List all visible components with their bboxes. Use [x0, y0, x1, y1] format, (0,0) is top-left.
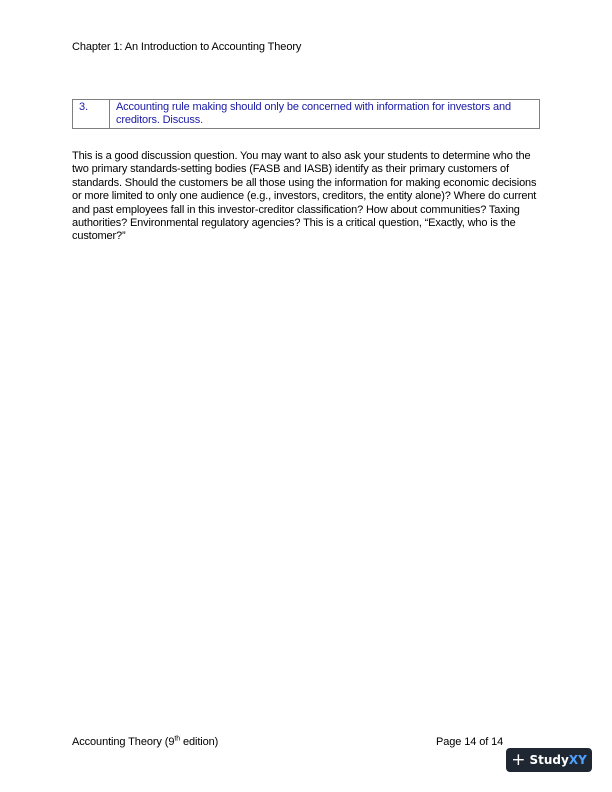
footer-title-prefix: Accounting Theory (9: [72, 736, 175, 748]
footer-edition-superscript: th: [174, 735, 180, 743]
studyxy-badge[interactable]: [506, 748, 592, 772]
footer-book-title: [72, 736, 218, 748]
question-row: [73, 100, 540, 129]
footer-page-number: Page 14 of 14: [436, 736, 504, 748]
answer-section: [72, 150, 544, 244]
badge-brand-study: Study: [529, 753, 569, 767]
badge-brand-xy: XY: [568, 753, 587, 767]
plus-icon: +: [511, 749, 526, 770]
footer-title-suffix: edition): [180, 736, 219, 748]
badge-brand: [529, 753, 586, 767]
answer-paragraph: This is a good discussion question. You may want to also ask your students to determine who the two primary standards-setting bodies (FASB and IASB) identify as their primary customers of standards. Should the customers be all those using the information for making economic decisions or more limited to only one audience (e.g., investors, creditors, the entity alone)? Where do current and past employees fall in this investor-creditor classification? How about communities? Taxing authorities? Environmental regulatory agencies? This is a critical question, “Exactly, who is the customer?”: [72, 150, 537, 243]
chapter-header: Chapter 1: An Introduction to Accounting Theory: [72, 41, 302, 53]
question-text: Accounting rule making should only be concerned with information for investors and creditors. Discuss.: [110, 100, 540, 129]
question-number: 3.: [73, 100, 110, 129]
question-table: [72, 99, 540, 129]
